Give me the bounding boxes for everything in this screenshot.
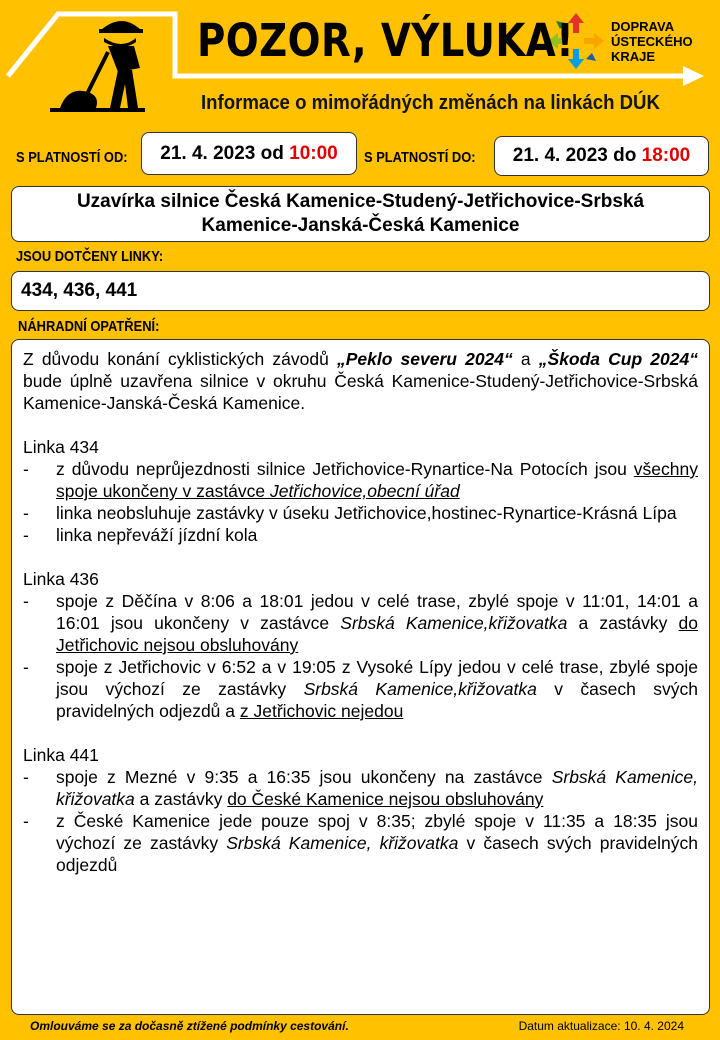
footer-updated-date: Datum aktualizace: 10. 4. 2024: [518, 1019, 684, 1033]
list-item: - linka nepřeváží jízdní kola: [23, 525, 258, 545]
valid-to-label: S PLATNOSTÍ DO:: [364, 149, 476, 166]
affected-lines: 434, 436, 441: [11, 271, 710, 311]
valid-from-box: [141, 132, 357, 175]
valid-to-time: 18:00: [641, 145, 691, 166]
construction-worker-icon: [50, 21, 145, 112]
intro-paragraph: Z důvodu konání cyklistických závodů „Peklo severu 2024“ a „Škoda Cup 2024“ bude úplně uzavřena silnice v okruhu Česká Kamenice-Studený-Jetřichovice-Srbská Kamenice-Janská-Česká Kamenice.: [23, 349, 698, 413]
affected-lines-label: JSOU DOTČENY LINKY:: [16, 248, 164, 265]
list-item: - spoje z Děčína v 8:06 a 18:01 jedou v celé trase, zbylé spoje v 11:01, 14:01 a 16:01 jsou ukončeny v zastávce Srbská Kamenice,křižovatka a zastávky do Jetřichovic nejsou obsluhovány: [23, 591, 698, 655]
list-item: - spoje z Jetřichovic v 6:52 a v 19:05 z Vysoké Lípy jedou v celé trase, zbylé spoje jsou výchozí ze zastávky Srbská Kamenice,křižovatka v časech svých pravidelných odjezdů a z Jetřichovic nejedou: [23, 657, 698, 721]
valid-from-date: 21. 4. 2023 od: [160, 142, 284, 164]
valid-from-label: S PLATNOSTÍ OD:: [16, 149, 128, 166]
line-434-title: Linka 434: [23, 437, 99, 457]
page-title: POZOR, VÝLUKA!: [197, 14, 575, 67]
line-441-title: Linka 441: [23, 745, 99, 765]
list-item: - linka neobsluhuje zastávky v úseku Jetřichovice,hostinec-Rynartice-Krásná Lípa: [23, 503, 677, 523]
list-item: - spoje z Mezné v 9:35 a 16:35 jsou ukončeny na zastávce Srbská Kamenice, křižovatka a zastávky do České Kamenice nejsou obsluhovány: [23, 767, 698, 809]
measures-label: NÁHRADNÍ OPATŘENÍ:: [18, 318, 160, 335]
list-item: - z České Kamenice jede pouze spoj v 8:35; zbylé spoje v 11:35 a 18:35 jsou výchozí ze zastávky Srbská Kamenice, křižovatka v časech svých pravidelných odjezdů: [23, 811, 698, 875]
line-436-title: Linka 436: [23, 569, 99, 589]
list-item: - z důvodu neprůjezdnosti silnice Jetřichovice-Rynartice-Na Potocích jsou všechny spoje ukončeny v zastávce Jetřichovice,obecní úřad: [23, 459, 698, 501]
measures-content: [11, 339, 710, 1015]
valid-to-date: 21. 4. 2023 do: [512, 145, 637, 166]
brand-name: DOPRAVA ÚSTECKÉHO KRAJE: [611, 19, 693, 64]
closure-title: Uzavírka silnice Česká Kamenice-Studený-Jetřichovice-Srbská Kamenice-Janská-Česká Kamenice: [11, 186, 710, 242]
valid-from-time: 10:00: [289, 142, 338, 164]
page-subtitle: Informace o mimořádných změnách na linkách DÚK: [201, 92, 660, 114]
footer-apology: Omlouváme se za dočasně ztížené podmínky cestování.: [30, 1019, 349, 1033]
valid-to-box: [494, 136, 709, 176]
